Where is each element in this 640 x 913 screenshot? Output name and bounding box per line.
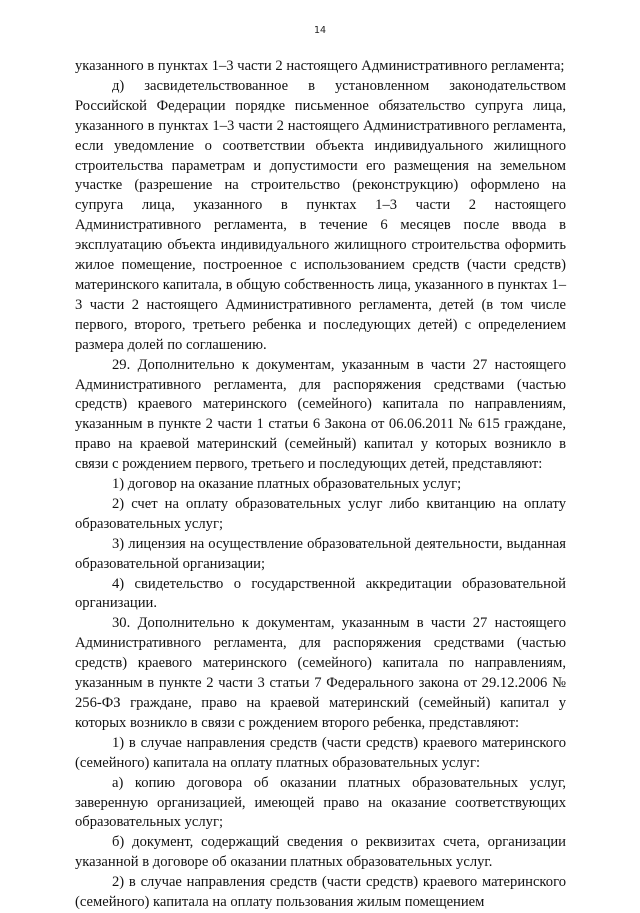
paragraph-29-item-1: 1) договор на оказание платных образовательных услуг; <box>112 476 462 493</box>
paragraph-30: 30. Дополнительно к документам, указанным в части 27 настоящего Административного регламента, для распоряжения средствами (частью средств) краевого материнского (семейного) капитала по направлениям, указанным в пункте 2 части 3 статьи 7 Федерального закона от 29.12.2006 № 256-ФЗ граждане, право на краевой материнский (семейный) капитал у которых возникло в связи с рождением второго ребенка, представляют: <box>75 615 566 731</box>
paragraph-29-item-3: 3) лицензия на осуществление образовательной деятельности, выданная образовательной организации; <box>75 535 566 572</box>
paragraph-29-item-2: 2) счет на оплату образовательных услуг либо квитанцию на оплату образовательных услуг; <box>75 495 566 532</box>
paragraph-30-item-1: 1) в случае направления средств (части средств) краевого материнского (семейного) капитала на оплату платных образовательных услуг: <box>75 734 566 771</box>
paragraph-29: 29. Дополнительно к документам, указанным в части 27 настоящего Административного регламента, для распоряжения средствами (частью средств) краевого материнского (семейного) капитала по направлениям, указанным в пункте 2 части 1 статьи 6 Закона от 06.06.2011 № 615 граждане, право на краевой материнский (семейный) капитал у которых возникло в связи с рождением первого, третьего и последующих детей, представляют: <box>75 356 566 473</box>
page-number: 14 <box>313 25 327 36</box>
paragraph-29-item-4: 4) свидетельство о государственной аккредитации образовательной организации. <box>75 575 566 612</box>
paragraph-continuation: указанного в пунктах 1–3 части 2 настоящего Административного регламента; <box>75 58 565 74</box>
paragraph-30-item-2: 2) в случае направления средств (части средств) краевого материнского (семейного) капитала на оплату пользования жилым помещением <box>75 874 566 911</box>
paragraph-30-item-1b: б) документ, содержащий сведения о реквизитах счета, организации указанной в договоре об оказании платных образовательных услуг. <box>75 834 566 871</box>
document-body <box>75 57 566 913</box>
paragraph-item-d: д) засвидетельствованное в установленном законодательством Российской Федерации порядке письменное обязательство супруга лица, указанного в пунктах 1–3 части 2 настоящего Административного регламента, если уведомление о соответствии объекта индивидуального жилищного строительства параметрам и допустимости его размещения на земельном участке (разрешение на строительство (реконструкцию) оформлено на супруга лица, указанного в пунктах 1–3 части 2 настоящего Административного регламента, в течение 6 месяцев после ввода в эксплуатацию объекта индивидуального жилищного строительства оформить жилое помещение, построенное с использованием средств (части средств) материнского капитала, в общую собственность лица, указанного в пунктах 1–3 части 2 настоящего Административного регламента, детей (в том числе первого, второго, третьего ребенка и последующих детей) с определением размера долей по соглашению. <box>75 77 566 353</box>
paragraph-30-item-1a: а) копию договора об оказании платных образовательных услуг, заверенную организацией, имеющей право на оказание соответствующих образовательных услуг; <box>75 774 566 831</box>
